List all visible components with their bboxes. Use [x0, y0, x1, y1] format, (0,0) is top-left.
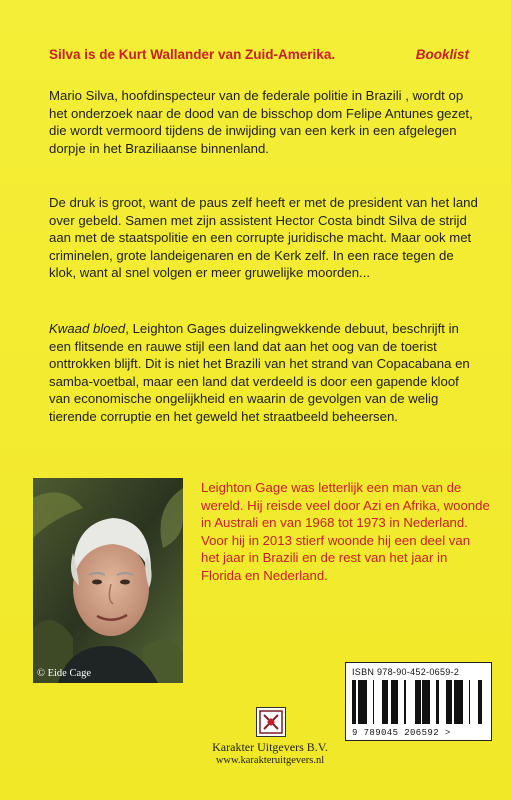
- barcode-bar: [427, 680, 428, 724]
- barcode-bar: [394, 680, 397, 724]
- barcode-bar: [364, 680, 367, 724]
- barcode-bar: [448, 680, 451, 724]
- publisher-logo-icon: [257, 708, 285, 736]
- barcode-bar: [481, 680, 482, 724]
- quote-source: Booklist: [415, 47, 469, 62]
- barcode-bar: [478, 680, 481, 724]
- barcode-bar: [355, 680, 356, 724]
- barcode-bar: [436, 680, 439, 724]
- barcode-bar: [422, 680, 424, 724]
- barcode-number: 9 789045 206592 >: [352, 728, 451, 738]
- publisher-logo: [256, 707, 286, 737]
- author-photo: [33, 478, 183, 683]
- barcode-bar: [418, 680, 421, 724]
- barcode-bar: [424, 680, 427, 724]
- author-portrait-image: [33, 478, 183, 683]
- barcode-bar: [392, 680, 394, 724]
- barcode-bar: [361, 680, 362, 724]
- publisher-info: [210, 740, 330, 768]
- barcode-bar: [385, 680, 386, 724]
- barcode-bar: [391, 680, 392, 724]
- barcode-bar: [458, 680, 460, 724]
- barcode-bar: [404, 680, 406, 724]
- book-title: Kwaad bloed: [49, 321, 126, 336]
- photo-credit: © Eide Cage: [37, 668, 92, 679]
- barcode-bar: [386, 680, 388, 724]
- author-bio: Leighton Gage was letterlijk een man van de wereld. Hij reisde veel door Azi en Afrika, woonde in Australi en van 1968 tot 1973 in Nederland. Voor hij in 2013 stierf woonde hij een deel van het jaar in Brazili en de rest van het jaar in Florida en Nederland.: [201, 480, 490, 583]
- isbn-label: ISBN 978-90-452-0659-2: [352, 667, 460, 677]
- quote-text: Silva is de Kurt Wallander van Zuid-Amerika.: [49, 47, 336, 62]
- publisher-url: www.karakteruitgevers.nl: [215, 755, 325, 766]
- barcode-bars: [352, 680, 484, 724]
- barcode-bar: [358, 680, 361, 724]
- barcode-bar: [428, 680, 430, 724]
- barcode-bar: [373, 680, 374, 724]
- barcode-bar: [362, 680, 364, 724]
- barcode-bar: [469, 680, 470, 724]
- barcode-bar: [416, 680, 418, 724]
- blurb-paragraph-3: [49, 320, 481, 426]
- barcode-bar: [454, 680, 457, 724]
- barcode-bar: [457, 680, 458, 724]
- barcode-bar: [415, 680, 416, 724]
- blurb-paragraph-2: De druk is groot, want de paus zelf heeft er met de president van het land over gebeld. Samen met zijn assistent Hector Costa bindt Silva de strijd aan met de staatspolitie en een corrupte juridische macht. Maar ook met criminelen, grote landeigenaren en de Kerk zelf. In een race tegen de klok, want al snel volgen er meer gruwelijke moorden...: [49, 195, 478, 281]
- blurb-paragraph-3-text: , Leighton Gages duizelingwekkende debuut, beschrijft in een flitsende en rauwe stijl een land dat aan het oog van de toerist onttrokken blijft. Dit is niet het Brazili van het strand van Copacabana en samba-voetbal, maar een land dat verdeeld is door een gapende kloof van economische ongelijkheid en waarin de gevolgen van de welig tierende corruptie en het geweld het straatbeeld beheersen.: [49, 321, 470, 424]
- isbn-barcode: [345, 662, 492, 741]
- publisher-name: Karakter Uitgevers B.V.: [212, 740, 328, 754]
- barcode-bar: [451, 680, 452, 724]
- review-quote: [49, 47, 469, 62]
- barcode-bar: [382, 680, 385, 724]
- barcode-bar: [397, 680, 398, 724]
- blurb-paragraph-1: Mario Silva, hoofdinspecteur van de federale politie in Brazili , wordt op het onderzoek naar de dood van de bisschop dom Felipe Antunes gezet, die wordt vermoord tijdens de inwijding van een kerk in een afgelegen dorpje in het Braziliaanse binnenland.: [49, 88, 473, 156]
- barcode-bar: [446, 680, 448, 724]
- barcode-bar: [352, 680, 355, 724]
- barcode-bar: [460, 680, 463, 724]
